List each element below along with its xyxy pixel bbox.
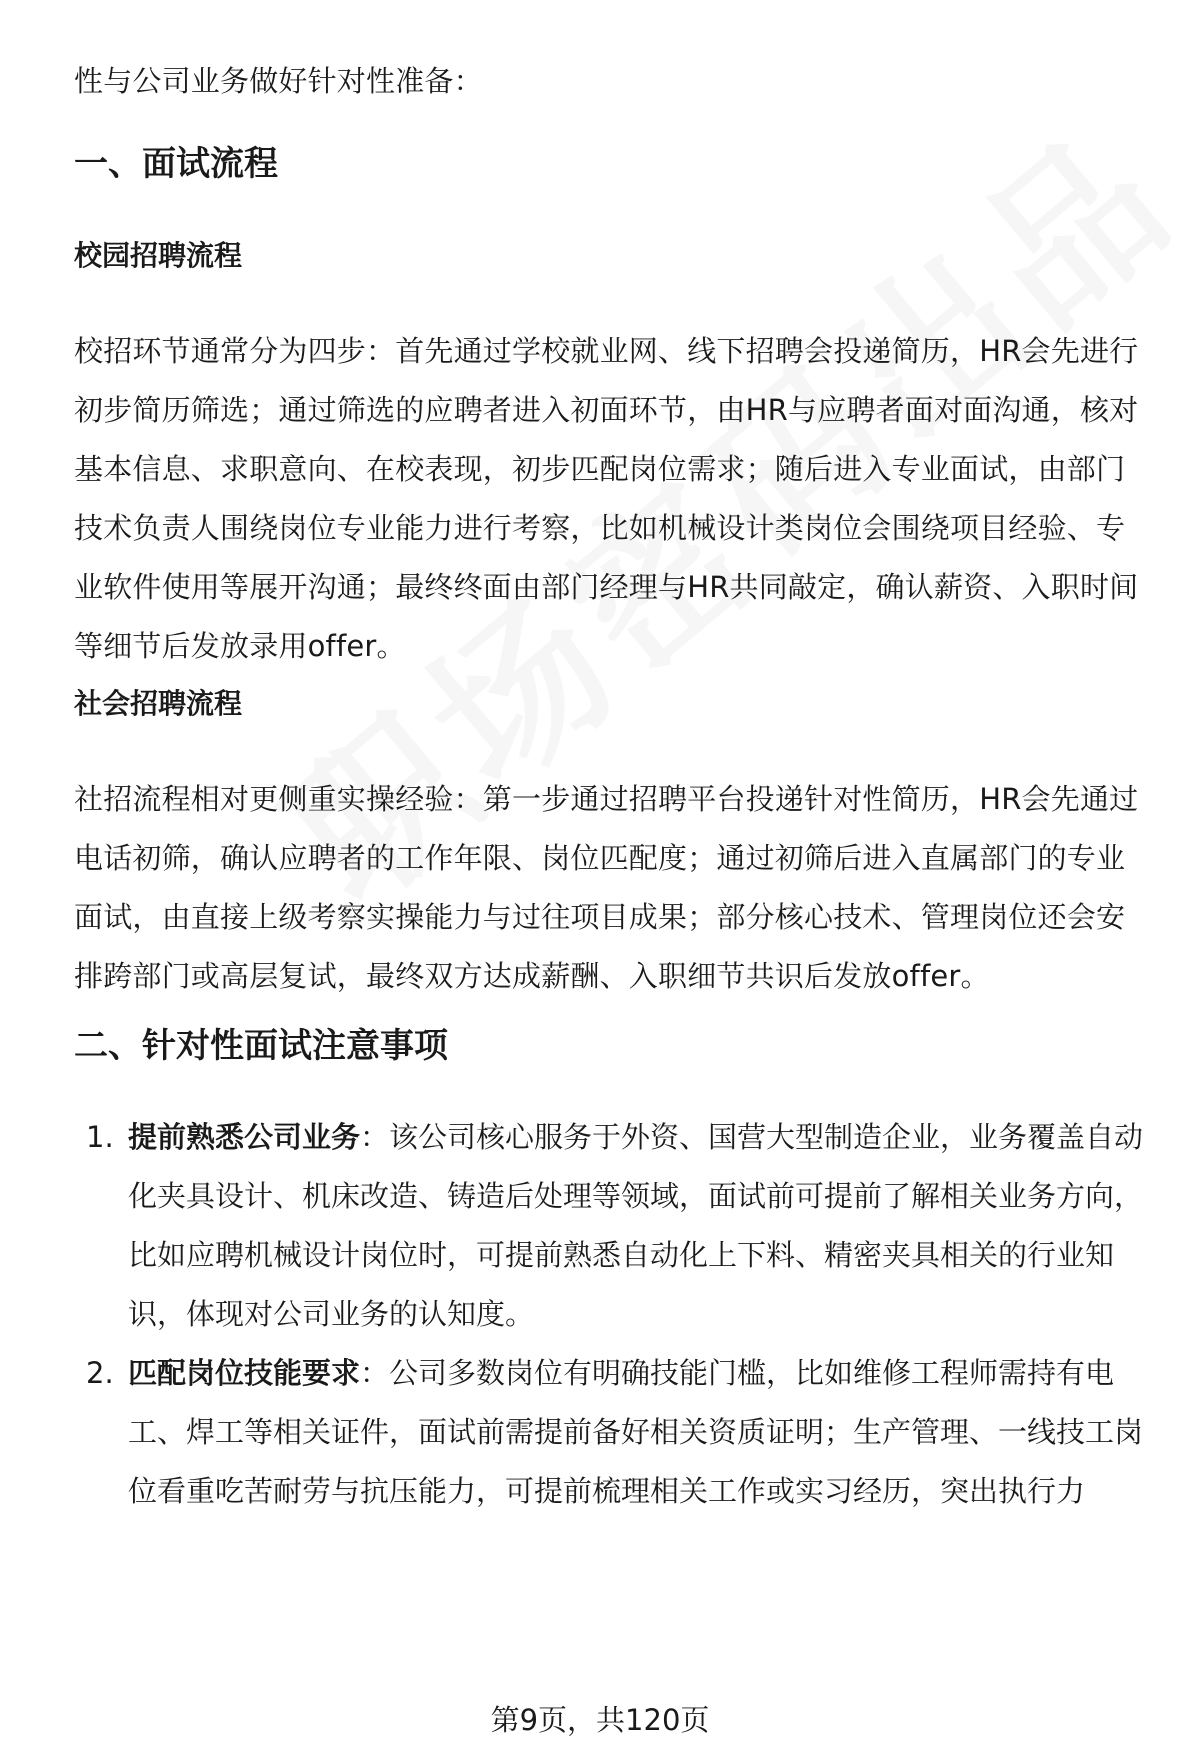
campus-heading: 校园招聘流程 <box>74 239 243 272</box>
campus-body: 校招环节通常分为四步：首先通过学校就业网、线下招聘会投递简历，HR会先进行初步简历筛选；通过筛选的应聘者进入初面环节，由HR与应聘者面对面沟通，核对基本信息、求职意向、在校表现，初步匹配岗位需求；随后进入专业面试，由部门技术负责人围绕岗位专业能力进行考察，比如机械设计类岗位会围绕项目经验、专业软件使用等展开沟通；最终终面由部门经理与HR共同敲定，确认薪资、入职时间等细节后发放录用offer。 <box>74 334 1139 663</box>
list-item <box>74 1108 1150 1344</box>
list-item-body: ：该公司核心服务于外资、国营大型制造企业，业务覆盖自动化夹具设计、机床改造、铸造后处理等领域，面试前可提前了解相关业务方向，比如应聘机械设计岗位时，可提前熟悉自动化上下料、精密夹具相关的行业知识，体现对公司业务的认知度。 <box>128 1120 1144 1331</box>
intro-tail-text: 性与公司业务做好针对性准备： <box>74 64 483 98</box>
list-item-title: 提前熟悉公司业务 <box>128 1120 361 1154</box>
page-footer: 第9页，共120页 <box>490 1703 710 1737</box>
social-heading: 社会招聘流程 <box>74 687 243 720</box>
section1-title: 一、面试流程 <box>74 144 278 184</box>
list-item-body: ：公司多数岗位有明确技能门槛，比如维修工程师需持有电工、焊工等相关证件，面试前需提前备好相关资质证明；生产管理、一线技工岗位看重吃苦耐劳与抗压能力，可提前梳理相关工作或实习经历，突出执行力 <box>128 1356 1144 1508</box>
list-item-title: 匹配岗位技能要求 <box>128 1356 361 1390</box>
list-item <box>74 1344 1150 1521</box>
section2-title: 二、针对性面试注意事项 <box>74 1026 448 1066</box>
attention-list <box>74 1108 1150 1521</box>
list-number: 2. <box>86 1356 114 1390</box>
list-number: 1. <box>86 1120 114 1154</box>
social-body: 社招流程相对更侧重实操经验：第一步通过招聘平台投递针对性简历，HR会先通过电话初筛，确认应聘者的工作年限、岗位匹配度；通过初筛后进入直属部门的专业面试，由直接上级考察实操能力与过往项目成果；部分核心技术、管理岗位还会安排跨部门或高层复试，最终双方达成薪酬、入职细节共识后发放offer。 <box>74 782 1139 993</box>
